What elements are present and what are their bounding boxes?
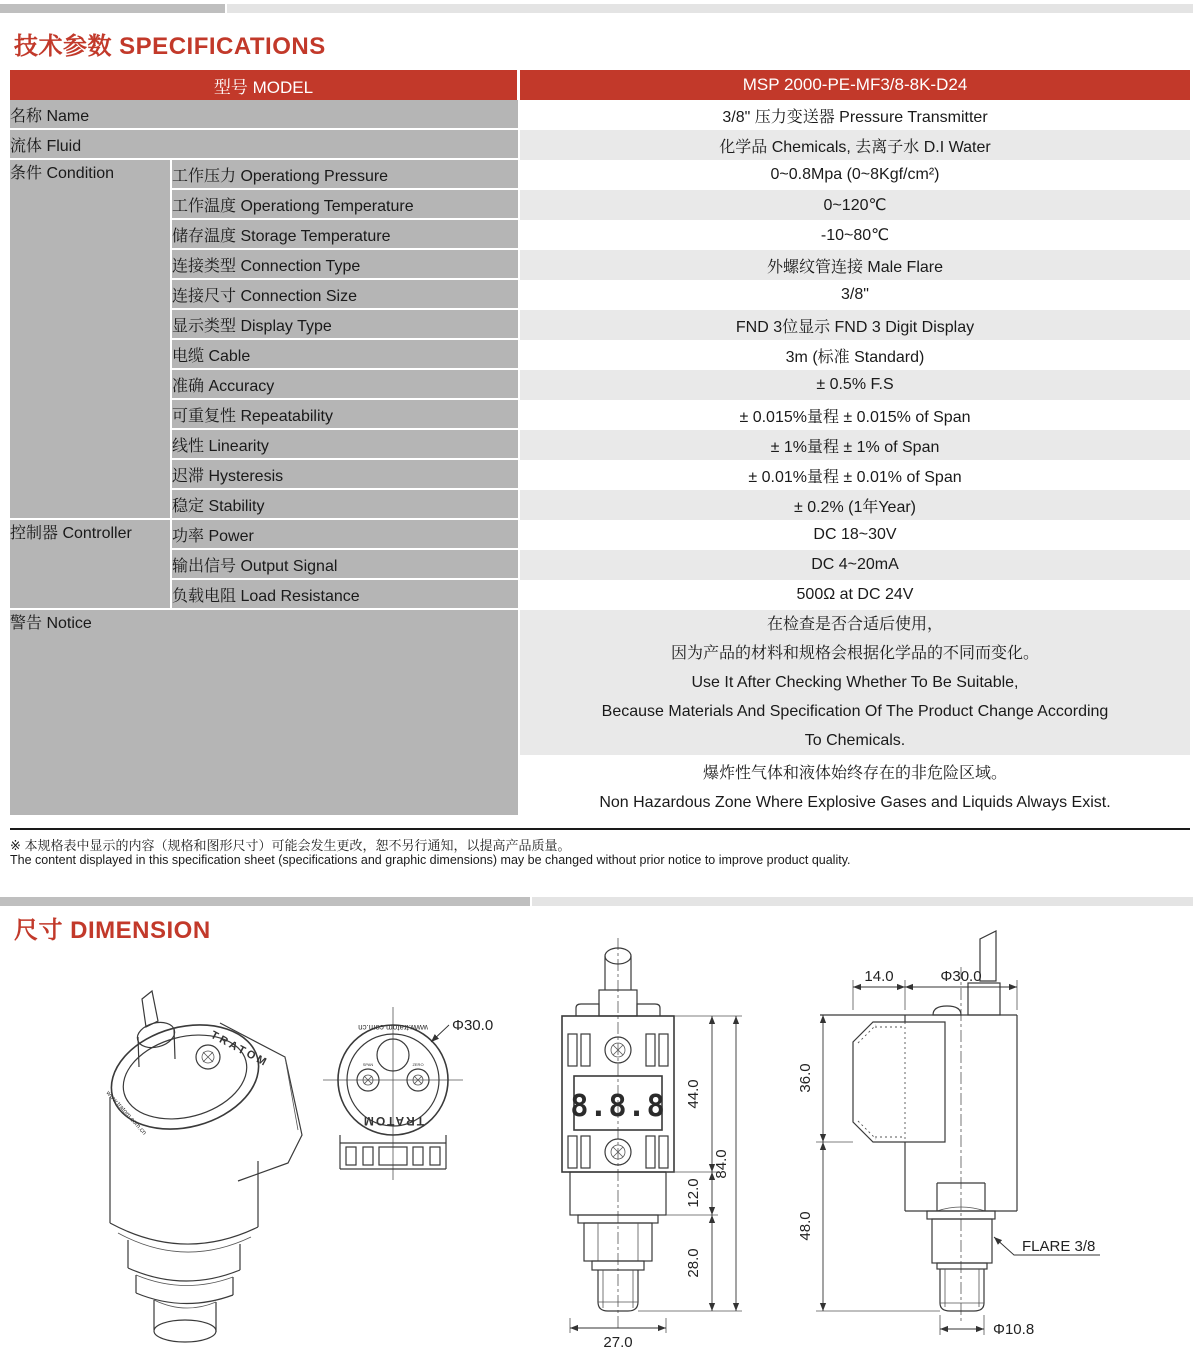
top-divider bbox=[0, 4, 1200, 13]
display-digits: 8.8.8 bbox=[570, 1089, 666, 1124]
spec-value: DC 18~30V bbox=[520, 520, 1190, 550]
side-cap bbox=[933, 1006, 961, 1015]
table-row bbox=[10, 400, 1190, 430]
probe-dia-dimension bbox=[940, 1315, 1034, 1338]
spec-value: -10~80℃ bbox=[520, 220, 1190, 250]
dimension-title: 尺寸 DIMENSION bbox=[14, 917, 211, 944]
spec-value: FND 3位显示 FND 3 Digit Display bbox=[520, 310, 1190, 340]
table-row bbox=[10, 430, 1190, 460]
spec-value: ± 0.01%量程 ± 0.01% of Span bbox=[520, 460, 1190, 490]
table-row bbox=[10, 580, 1190, 610]
top-divider-light bbox=[227, 4, 1193, 13]
spec-sub-label: 显示类型 Display Type bbox=[172, 310, 520, 340]
side-view-drawing bbox=[790, 925, 1200, 1353]
table-row bbox=[10, 160, 1190, 190]
zero-screw bbox=[407, 1062, 429, 1091]
spec-value: 0~120℃ bbox=[520, 190, 1190, 220]
table-row bbox=[10, 610, 1190, 759]
dim-dia108-label: Φ10.8 bbox=[993, 1321, 1035, 1338]
side-top bbox=[820, 931, 1017, 1015]
top-brand-text: TRATOM bbox=[361, 1114, 425, 1128]
table-row bbox=[10, 340, 1190, 370]
spec-table bbox=[10, 70, 1190, 817]
notice-line: 爆炸性气体和液体始终存在的非危险区域。 bbox=[702, 765, 1007, 782]
name-value: 3/8" 压力变送器 Pressure Transmitter bbox=[520, 100, 1190, 130]
controller-group-label: 控制器 Controller bbox=[10, 520, 172, 610]
iso-brand-text: TRATOM bbox=[208, 1029, 271, 1070]
top-diameter-dim bbox=[431, 1017, 493, 1042]
dim-28-label: 28.0 bbox=[685, 1248, 702, 1278]
table-row bbox=[10, 490, 1190, 520]
table-row bbox=[10, 310, 1190, 340]
spec-sub-label: 工作温度 Operationg Temperature bbox=[172, 190, 520, 220]
table-row bbox=[10, 280, 1190, 310]
spec-value: 3/8" bbox=[520, 280, 1190, 310]
span-screw-label: SPAN bbox=[362, 1062, 374, 1067]
table-row bbox=[10, 100, 1190, 130]
top-view-drawing bbox=[315, 985, 550, 1195]
dim-dia30-label: Φ30.0 bbox=[940, 968, 982, 985]
spec-sub-label: 功率 Power bbox=[172, 520, 520, 550]
notice-block-1 bbox=[520, 610, 1190, 759]
spec-sub-label: 准确 Accuracy bbox=[172, 370, 520, 400]
table-header-row bbox=[10, 70, 1190, 100]
front-view-drawing bbox=[540, 930, 810, 1353]
table-row bbox=[10, 550, 1190, 580]
footnote-zh: ※ 本规格表中显示的内容（规格和图形尺寸）可能会发生更改，恕不另行通知，以提高产品质量。 bbox=[10, 838, 571, 853]
spec-value: 500Ω at DC 24V bbox=[520, 580, 1190, 610]
notice-line: 因为产品的材料和规格会根据化学品的不同而变化。 bbox=[670, 645, 1039, 662]
isometric-view-drawing bbox=[70, 985, 320, 1353]
section-divider-light bbox=[532, 897, 1193, 906]
name-label: 名称 Name bbox=[10, 100, 520, 130]
spec-sub-label: 稳定 Stability bbox=[172, 490, 520, 520]
notice-line: 在检查是否合适后使用， bbox=[766, 616, 943, 633]
model-header-label: 型号 MODEL bbox=[10, 70, 520, 100]
dim-14-label: 14.0 bbox=[864, 968, 894, 985]
fluid-value: 化学品 Chemicals, 去离子水 D.I Water bbox=[520, 130, 1190, 160]
specifications-title: 技术参数 SPECIFICATIONS bbox=[14, 33, 326, 60]
spec-sub-label: 迟滞 Hysteresis bbox=[172, 460, 520, 490]
spec-sub-label: 线性 Linearity bbox=[172, 430, 520, 460]
side-flare-thread bbox=[932, 1219, 992, 1263]
table-row bbox=[10, 190, 1190, 220]
table-row bbox=[10, 250, 1190, 280]
notice-line: Non Hazardous Zone Where Explosive Gases and Liquids Always Exist. bbox=[599, 794, 1111, 811]
spec-value: 3m (标准 Standard) bbox=[520, 340, 1190, 370]
table-bottom-rule bbox=[10, 828, 1190, 830]
notice-line: To Chemicals. bbox=[804, 732, 906, 749]
top-diameter-label: Φ30.0 bbox=[452, 1017, 494, 1034]
spec-value: ± 0.2% (1年Year) bbox=[520, 490, 1190, 520]
side-connector-blade bbox=[980, 931, 996, 981]
iso-adjust-screw bbox=[196, 1045, 220, 1069]
model-header-value: MSP 2000-PE-MF3/8-8K-D24 bbox=[520, 70, 1190, 100]
section-divider-dark bbox=[0, 897, 530, 906]
front-dimensions bbox=[570, 1016, 742, 1351]
side-top-dimensions bbox=[853, 968, 1017, 1010]
flare-label: FLARE 3/8 bbox=[1022, 1238, 1096, 1255]
top-divider-dark bbox=[0, 4, 225, 13]
iso-connector-blade bbox=[142, 991, 158, 1027]
spec-sub-label: 输出信号 Output Signal bbox=[172, 550, 520, 580]
table-row bbox=[10, 220, 1190, 250]
dim-44-label: 44.0 bbox=[685, 1079, 702, 1109]
dim-27-label: 27.0 bbox=[603, 1334, 633, 1351]
spec-sub-label: 可重复性 Repeatability bbox=[172, 400, 520, 430]
spec-value: 外螺纹管连接 Male Flare bbox=[520, 250, 1190, 280]
spec-value: ± 0.5% F.S bbox=[520, 370, 1190, 400]
notice-line: Use It After Checking Whether To Be Suitable, bbox=[691, 674, 1019, 691]
spec-sub-label: 储存温度 Storage Temperature bbox=[172, 220, 520, 250]
footnote-en: The content displayed in this specification sheet (specifications and graphic dimensions) may be changed without prior notice to improve product quality. bbox=[10, 853, 851, 867]
section-divider bbox=[0, 897, 1200, 906]
spec-sub-label: 连接类型 Connection Type bbox=[172, 250, 520, 280]
spec-value: ± 0.015%量程 ± 0.015% of Span bbox=[520, 400, 1190, 430]
spec-table-wrap bbox=[10, 70, 1190, 817]
dim-12-label: 12.0 bbox=[685, 1178, 702, 1208]
table-row bbox=[10, 370, 1190, 400]
side-left-dimensions bbox=[797, 1015, 940, 1311]
notice-block-2 bbox=[520, 759, 1190, 817]
dim-48-label: 48.0 bbox=[797, 1211, 814, 1241]
spec-value: ± 1%量程 ± 1% of Span bbox=[520, 430, 1190, 460]
flare-callout bbox=[994, 1237, 1100, 1255]
iso-lower-fitting bbox=[128, 1240, 240, 1342]
spec-sub-label: 工作压力 Operationg Pressure bbox=[172, 160, 520, 190]
spec-value: 0~0.8Mpa (0~8Kgf/cm²) bbox=[520, 160, 1190, 190]
spec-sub-label: 电缆 Cable bbox=[172, 340, 520, 370]
dim-84-label: 84.0 bbox=[713, 1149, 730, 1179]
condition-group-label: 条件 Condition bbox=[10, 160, 172, 520]
spec-value: DC 4~20mA bbox=[520, 550, 1190, 580]
spec-sub-label: 连接尺寸 Connection Size bbox=[172, 280, 520, 310]
dim-36-label: 36.0 bbox=[797, 1063, 814, 1093]
zero-screw-label: ZERO bbox=[412, 1062, 424, 1067]
table-row bbox=[10, 130, 1190, 160]
table-row bbox=[10, 520, 1190, 550]
iso-website-text: www.tratom.com.cn bbox=[104, 1089, 148, 1137]
side-cable-gland bbox=[968, 983, 1000, 1015]
fluid-label: 流体 Fluid bbox=[10, 130, 520, 160]
notice-group-label: 警告 Notice bbox=[10, 610, 520, 817]
side-connector-box bbox=[853, 1022, 945, 1142]
table-row bbox=[10, 460, 1190, 490]
span-screw bbox=[357, 1062, 379, 1091]
notice-line: Because Materials And Specification Of The Product Change According bbox=[601, 703, 1109, 720]
footnote bbox=[10, 838, 851, 868]
top-website-text: www.tratom.com.cn bbox=[358, 1023, 428, 1032]
spec-sub-label: 负载电阻 Load Resistance bbox=[172, 580, 520, 610]
